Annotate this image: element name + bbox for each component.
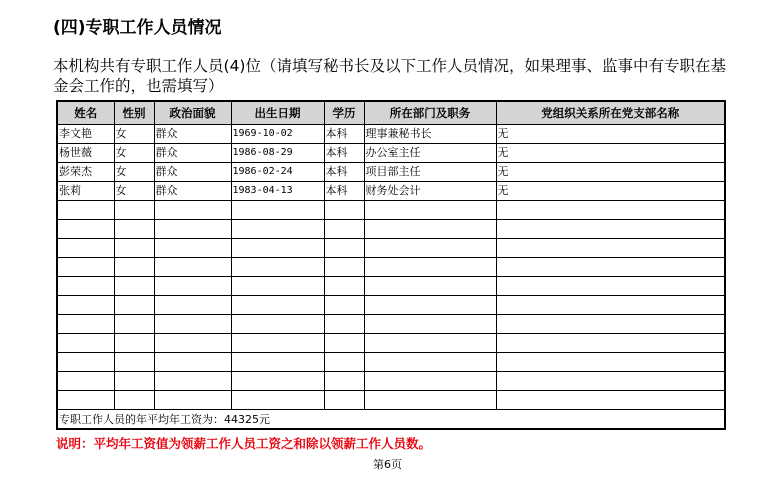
- table-row: [57, 163, 725, 182]
- staff-count: (4): [223, 57, 246, 75]
- cell-education: [324, 277, 364, 296]
- table-row: [57, 125, 725, 144]
- cell-department-position: [364, 201, 496, 220]
- staff-table: [56, 100, 726, 430]
- cell-birth-date: [231, 220, 324, 239]
- cell-education: [324, 296, 364, 315]
- cell-birth-date: 1986-08-29: [231, 144, 324, 163]
- cell-department-position: 财务处会计: [364, 182, 496, 201]
- cell-gender: [114, 315, 154, 334]
- cell-department-position: [364, 372, 496, 391]
- cell-party-branch: [496, 277, 725, 296]
- cell-education: 本科: [324, 125, 364, 144]
- cell-gender: 女: [114, 163, 154, 182]
- cell-party-branch: 无: [496, 125, 725, 144]
- cell-party-branch: [496, 296, 725, 315]
- intro-text: [53, 56, 733, 96]
- cell-gender: 女: [114, 144, 154, 163]
- cell-party-branch: [496, 372, 725, 391]
- cell-department-position: [364, 258, 496, 277]
- table-row: [57, 182, 725, 201]
- cell-department-position: [364, 296, 496, 315]
- cell-party-branch: [496, 258, 725, 277]
- cell-name: 彭荣杰: [57, 163, 114, 182]
- cell-name: 张莉: [57, 182, 114, 201]
- cell-name: [57, 258, 114, 277]
- cell-gender: [114, 391, 154, 410]
- cell-gender: [114, 239, 154, 258]
- header-row: [57, 101, 725, 125]
- cell-name: [57, 220, 114, 239]
- cell-department-position: [364, 220, 496, 239]
- cell-name: [57, 372, 114, 391]
- empty-table-row: [57, 353, 725, 372]
- cell-party-branch: [496, 239, 725, 258]
- cell-political-status: [154, 220, 231, 239]
- cell-education: 本科: [324, 182, 364, 201]
- cell-birth-date: [231, 296, 324, 315]
- cell-political-status: [154, 296, 231, 315]
- cell-education: [324, 239, 364, 258]
- cell-gender: [114, 296, 154, 315]
- cell-department-position: [364, 277, 496, 296]
- cell-department-position: [364, 353, 496, 372]
- empty-table-row: [57, 296, 725, 315]
- cell-gender: [114, 220, 154, 239]
- cell-department-position: 理事兼秘书长: [364, 125, 496, 144]
- cell-department-position: [364, 239, 496, 258]
- cell-education: [324, 391, 364, 410]
- cell-name: [57, 296, 114, 315]
- cell-party-branch: 无: [496, 144, 725, 163]
- cell-political-status: [154, 277, 231, 296]
- header-birth-date: 出生日期: [231, 101, 324, 125]
- cell-political-status: [154, 391, 231, 410]
- cell-birth-date: [231, 372, 324, 391]
- cell-education: [324, 372, 364, 391]
- cell-party-branch: [496, 334, 725, 353]
- cell-name: 李文艳: [57, 125, 114, 144]
- cell-party-branch: [496, 353, 725, 372]
- empty-table-row: [57, 220, 725, 239]
- cell-education: [324, 220, 364, 239]
- cell-gender: 女: [114, 182, 154, 201]
- empty-table-row: [57, 391, 725, 410]
- cell-gender: [114, 372, 154, 391]
- cell-party-branch: 无: [496, 182, 725, 201]
- cell-gender: [114, 258, 154, 277]
- cell-party-branch: [496, 220, 725, 239]
- cell-political-status: 群众: [154, 163, 231, 182]
- header-gender: 性别: [114, 101, 154, 125]
- empty-table-row: [57, 277, 725, 296]
- cell-gender: 女: [114, 125, 154, 144]
- empty-table-row: [57, 372, 725, 391]
- cell-department-position: 项目部主任: [364, 163, 496, 182]
- cell-political-status: 群众: [154, 182, 231, 201]
- cell-birth-date: [231, 239, 324, 258]
- cell-education: [324, 201, 364, 220]
- cell-name: [57, 239, 114, 258]
- cell-political-status: 群众: [154, 144, 231, 163]
- cell-education: 本科: [324, 144, 364, 163]
- cell-birth-date: [231, 391, 324, 410]
- cell-party-branch: 无: [496, 163, 725, 182]
- cell-department-position: [364, 334, 496, 353]
- cell-department-position: 办公室主任: [364, 144, 496, 163]
- cell-education: [324, 258, 364, 277]
- cell-education: [324, 315, 364, 334]
- cell-name: [57, 277, 114, 296]
- header-name: 姓名: [57, 101, 114, 125]
- cell-birth-date: [231, 315, 324, 334]
- cell-birth-date: 1983-04-13: [231, 182, 324, 201]
- cell-gender: [114, 277, 154, 296]
- cell-political-status: [154, 239, 231, 258]
- cell-political-status: [154, 201, 231, 220]
- table-row: [57, 144, 725, 163]
- cell-birth-date: [231, 334, 324, 353]
- cell-name: [57, 391, 114, 410]
- cell-birth-date: 1986-02-24: [231, 163, 324, 182]
- salary-note: 说明：平均年工资值为领薪工作人员工资之和除以领薪工作人员数。: [56, 436, 432, 451]
- cell-name: [57, 201, 114, 220]
- page-number: 第6页: [373, 458, 402, 471]
- cell-birth-date: [231, 353, 324, 372]
- average-salary-text: 专职工作人员的年平均年工资为：44325元: [57, 410, 725, 430]
- header-political-status: 政治面貌: [154, 101, 231, 125]
- cell-name: [57, 315, 114, 334]
- cell-name: 杨世薇: [57, 144, 114, 163]
- cell-birth-date: 1969-10-02: [231, 125, 324, 144]
- cell-department-position: [364, 391, 496, 410]
- cell-political-status: [154, 258, 231, 277]
- empty-table-row: [57, 201, 725, 220]
- cell-education: 本科: [324, 163, 364, 182]
- cell-political-status: [154, 372, 231, 391]
- header-department-position: 所在部门及职务: [364, 101, 496, 125]
- empty-table-row: [57, 334, 725, 353]
- cell-birth-date: [231, 201, 324, 220]
- cell-gender: [114, 334, 154, 353]
- cell-political-status: [154, 334, 231, 353]
- empty-table-row: [57, 239, 725, 258]
- cell-birth-date: [231, 277, 324, 296]
- cell-department-position: [364, 315, 496, 334]
- empty-table-row: [57, 258, 725, 277]
- header-party-branch: 党组织关系所在党支部名称: [496, 101, 725, 125]
- cell-gender: [114, 353, 154, 372]
- section-title: (四)专职工作人员情况: [53, 18, 222, 38]
- intro-suffix: 位（请填写秘书长及以下工作人员情况，如果理事、监事中有专职在基金会工作的，也需填写）: [53, 57, 726, 95]
- cell-political-status: [154, 353, 231, 372]
- cell-name: [57, 334, 114, 353]
- cell-political-status: [154, 315, 231, 334]
- empty-table-row: [57, 315, 725, 334]
- cell-education: [324, 353, 364, 372]
- cell-gender: [114, 201, 154, 220]
- cell-name: [57, 353, 114, 372]
- footer-row: [57, 410, 725, 430]
- intro-prefix: 本机构共有专职工作人员: [53, 57, 224, 75]
- header-education: 学历: [324, 101, 364, 125]
- cell-education: [324, 334, 364, 353]
- cell-party-branch: [496, 391, 725, 410]
- cell-political-status: 群众: [154, 125, 231, 144]
- cell-party-branch: [496, 315, 725, 334]
- cell-birth-date: [231, 258, 324, 277]
- cell-party-branch: [496, 201, 725, 220]
